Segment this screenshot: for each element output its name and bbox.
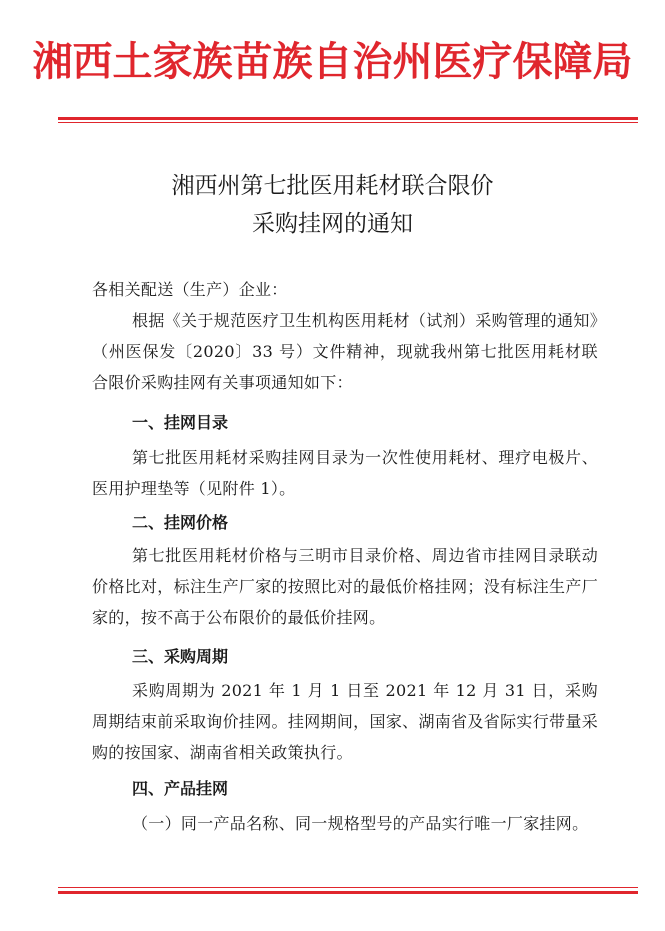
salutation: 各相关配送（生产）企业：: [92, 280, 288, 299]
section-body-1: 第七批医用耗材采购挂网目录为一次性使用耗材、理疗电极片、医用护理垫等（见附件 1）。: [92, 448, 598, 498]
letterhead-rule-thick: [58, 117, 638, 120]
document-title-line-2: 采购挂网的通知: [252, 211, 413, 237]
footer-rule-thick: [58, 891, 638, 894]
section-body-4: （一）同一产品名称、同一规格型号的产品实行唯一厂家挂网。: [132, 814, 589, 833]
letterhead-rule-thin: [58, 122, 638, 123]
footer-rule-thin: [58, 887, 638, 888]
section-body-2: 第七批医用耗材价格与三明市目录价格、周边省市挂网目录联动价格比对，标注生产厂家的按照比对的最低价格挂网；没有标注生产厂家的，按不高于公布限价的最低价挂网。: [92, 546, 598, 627]
section-heading-2: 二、挂网价格: [132, 513, 229, 532]
document-title-line-1: 湘西州第七批医用耗材联合限价: [171, 173, 494, 199]
letterhead-title: 湘西土家族苗族自治州医疗保障局: [32, 38, 633, 85]
intro-paragraph: 根据《关于规范医疗卫生机构医用耗材（试剂）采购管理的通知》（州医保发〔2020〕33 号）文件精神，现就我州第七批医用耗材联合限价采购挂网有关事项通知如下：: [92, 311, 598, 392]
section-heading-4: 四、产品挂网: [132, 779, 229, 798]
section-body-3: 采购周期为 2021 年 1 月 1 日至 2021 年 12 月 31 日，采购周期结束前采取询价挂网。挂网期间，国家、湖南省及省际实行带量采购的按国家、湖南省相关政策执行。: [92, 681, 598, 762]
section-heading-1: 一、挂网目录: [132, 413, 229, 432]
section-heading-3: 三、采购周期: [132, 647, 229, 666]
